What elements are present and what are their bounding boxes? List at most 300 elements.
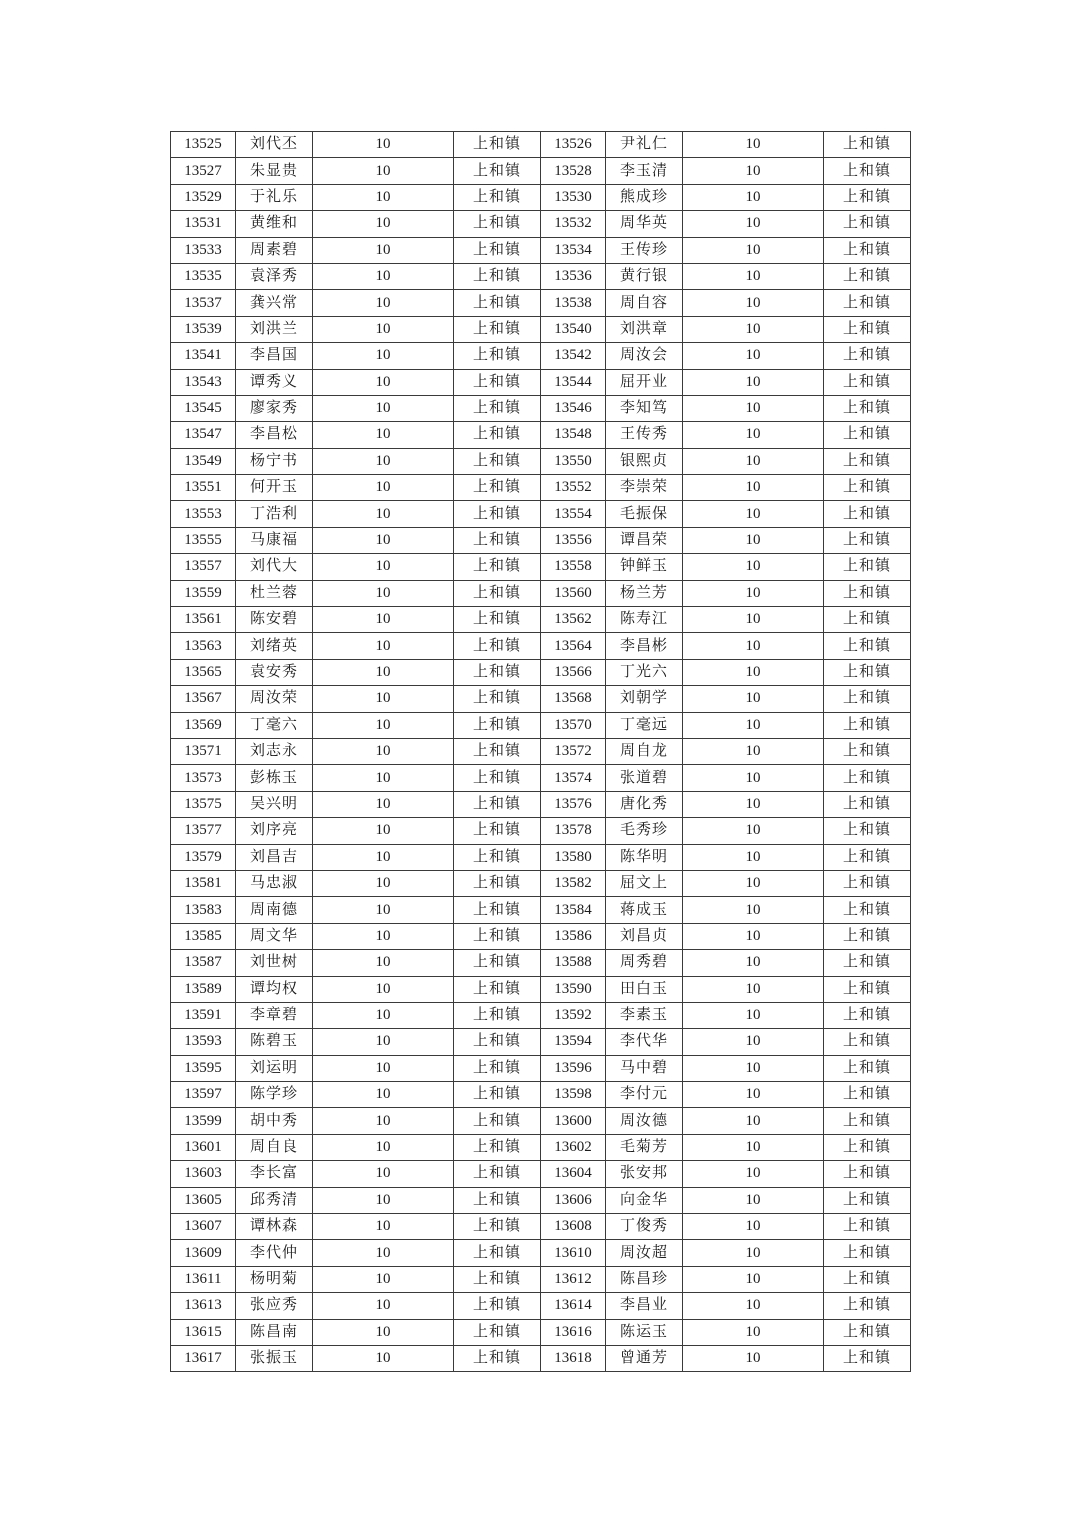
town-cell: 上和镇 [824, 712, 911, 738]
serial-cell: 13555 [171, 527, 236, 553]
name-cell: 银熙贞 [606, 448, 683, 474]
town-cell: 上和镇 [824, 765, 911, 791]
name-cell: 李素玉 [606, 1002, 683, 1028]
serial-cell: 13610 [541, 1240, 606, 1266]
serial-cell: 13563 [171, 633, 236, 659]
table-row [171, 343, 911, 369]
amount-cell: 10 [313, 369, 454, 395]
name-cell: 陈学珍 [236, 1082, 313, 1108]
serial-cell: 13616 [541, 1319, 606, 1345]
amount-cell: 10 [683, 580, 824, 606]
name-cell: 周汝超 [606, 1240, 683, 1266]
town-cell: 上和镇 [454, 607, 541, 633]
serial-cell: 13557 [171, 554, 236, 580]
name-cell: 李代仲 [236, 1240, 313, 1266]
amount-cell: 10 [683, 897, 824, 923]
amount-cell: 10 [313, 554, 454, 580]
amount-cell: 10 [313, 343, 454, 369]
town-cell: 上和镇 [824, 501, 911, 527]
serial-cell: 13532 [541, 211, 606, 237]
amount-cell: 10 [683, 1293, 824, 1319]
town-cell: 上和镇 [824, 1082, 911, 1108]
town-cell: 上和镇 [824, 818, 911, 844]
amount-cell: 10 [313, 1293, 454, 1319]
town-cell: 上和镇 [454, 1055, 541, 1081]
town-cell: 上和镇 [454, 1345, 541, 1371]
table-row [171, 395, 911, 421]
name-cell: 陈寿江 [606, 607, 683, 633]
serial-cell: 13533 [171, 237, 236, 263]
serial-cell: 13561 [171, 607, 236, 633]
serial-cell: 13583 [171, 897, 236, 923]
town-cell: 上和镇 [454, 844, 541, 870]
table-row [171, 950, 911, 976]
town-cell: 上和镇 [454, 950, 541, 976]
town-cell: 上和镇 [824, 554, 911, 580]
table-row [171, 211, 911, 237]
town-cell: 上和镇 [454, 897, 541, 923]
amount-cell: 10 [683, 1002, 824, 1028]
name-cell: 吴兴明 [236, 791, 313, 817]
amount-cell: 10 [683, 369, 824, 395]
town-cell: 上和镇 [824, 1002, 911, 1028]
amount-cell: 10 [313, 923, 454, 949]
town-cell: 上和镇 [824, 475, 911, 501]
town-cell: 上和镇 [824, 950, 911, 976]
amount-cell: 10 [313, 1055, 454, 1081]
amount-cell: 10 [313, 184, 454, 210]
table-row [171, 132, 911, 158]
table-row [171, 791, 911, 817]
name-cell: 刘序亮 [236, 818, 313, 844]
amount-cell: 10 [683, 1214, 824, 1240]
serial-cell: 13602 [541, 1134, 606, 1160]
serial-cell: 13548 [541, 422, 606, 448]
town-cell: 上和镇 [454, 1029, 541, 1055]
serial-cell: 13537 [171, 290, 236, 316]
table-row [171, 870, 911, 896]
serial-cell: 13587 [171, 950, 236, 976]
town-cell: 上和镇 [454, 1240, 541, 1266]
table-row [171, 1319, 911, 1345]
serial-cell: 13552 [541, 475, 606, 501]
table-row [171, 1082, 911, 1108]
name-cell: 张振玉 [236, 1345, 313, 1371]
name-cell: 刘运明 [236, 1055, 313, 1081]
name-cell: 周素碧 [236, 237, 313, 263]
table-row [171, 527, 911, 553]
table-row [171, 158, 911, 184]
amount-cell: 10 [683, 554, 824, 580]
town-cell: 上和镇 [454, 369, 541, 395]
serial-cell: 13527 [171, 158, 236, 184]
serial-cell: 13556 [541, 527, 606, 553]
table-row [171, 923, 911, 949]
town-cell: 上和镇 [824, 1029, 911, 1055]
town-cell: 上和镇 [454, 527, 541, 553]
name-cell: 尹礼仁 [606, 132, 683, 158]
table-row [171, 686, 911, 712]
amount-cell: 10 [313, 422, 454, 448]
name-cell: 熊成珍 [606, 184, 683, 210]
table-row [171, 738, 911, 764]
name-cell: 屈文上 [606, 870, 683, 896]
table-row [171, 448, 911, 474]
table-row [171, 897, 911, 923]
serial-cell: 13601 [171, 1134, 236, 1160]
name-cell: 谭均权 [236, 976, 313, 1002]
town-cell: 上和镇 [824, 633, 911, 659]
serial-cell: 13553 [171, 501, 236, 527]
serial-cell: 13576 [541, 791, 606, 817]
name-cell: 周南德 [236, 897, 313, 923]
amount-cell: 10 [313, 1345, 454, 1371]
amount-cell: 10 [313, 738, 454, 764]
name-cell: 刘代大 [236, 554, 313, 580]
town-cell: 上和镇 [824, 132, 911, 158]
name-cell: 陈安碧 [236, 607, 313, 633]
table-row [171, 633, 911, 659]
serial-cell: 13615 [171, 1319, 236, 1345]
table-row [171, 1002, 911, 1028]
amount-cell: 10 [313, 1002, 454, 1028]
serial-cell: 13550 [541, 448, 606, 474]
table-row [171, 184, 911, 210]
serial-cell: 13562 [541, 607, 606, 633]
town-cell: 上和镇 [824, 1319, 911, 1345]
town-cell: 上和镇 [824, 607, 911, 633]
serial-cell: 13581 [171, 870, 236, 896]
name-cell: 李崇荣 [606, 475, 683, 501]
name-cell: 刘代丕 [236, 132, 313, 158]
serial-cell: 13590 [541, 976, 606, 1002]
amount-cell: 10 [683, 422, 824, 448]
town-cell: 上和镇 [454, 237, 541, 263]
serial-cell: 13585 [171, 923, 236, 949]
name-cell: 李知笃 [606, 395, 683, 421]
town-cell: 上和镇 [824, 738, 911, 764]
name-cell: 刘洪章 [606, 316, 683, 342]
amount-cell: 10 [683, 791, 824, 817]
serial-cell: 13582 [541, 870, 606, 896]
serial-cell: 13575 [171, 791, 236, 817]
town-cell: 上和镇 [824, 844, 911, 870]
name-cell: 马康福 [236, 527, 313, 553]
table-row [171, 818, 911, 844]
serial-cell: 13604 [541, 1161, 606, 1187]
town-cell: 上和镇 [454, 316, 541, 342]
name-cell: 周秀碧 [606, 950, 683, 976]
serial-cell: 13574 [541, 765, 606, 791]
serial-cell: 13593 [171, 1029, 236, 1055]
table-row [171, 976, 911, 1002]
town-cell: 上和镇 [824, 791, 911, 817]
town-cell: 上和镇 [454, 1319, 541, 1345]
town-cell: 上和镇 [824, 1055, 911, 1081]
table-row [171, 659, 911, 685]
town-cell: 上和镇 [454, 1293, 541, 1319]
serial-cell: 13577 [171, 818, 236, 844]
table-row [171, 316, 911, 342]
table-row [171, 1187, 911, 1213]
amount-cell: 10 [683, 263, 824, 289]
serial-cell: 13591 [171, 1002, 236, 1028]
serial-cell: 13614 [541, 1293, 606, 1319]
table-row [171, 475, 911, 501]
amount-cell: 10 [683, 923, 824, 949]
name-cell: 刘昌吉 [236, 844, 313, 870]
town-cell: 上和镇 [454, 184, 541, 210]
serial-cell: 13528 [541, 158, 606, 184]
table-row [171, 501, 911, 527]
name-cell: 刘世树 [236, 950, 313, 976]
amount-cell: 10 [313, 475, 454, 501]
table-row [171, 290, 911, 316]
town-cell: 上和镇 [824, 1345, 911, 1371]
table-row [171, 554, 911, 580]
town-cell: 上和镇 [824, 870, 911, 896]
amount-cell: 10 [683, 448, 824, 474]
serial-cell: 13549 [171, 448, 236, 474]
name-cell: 李付元 [606, 1082, 683, 1108]
table-row [171, 237, 911, 263]
serial-cell: 13551 [171, 475, 236, 501]
serial-cell: 13559 [171, 580, 236, 606]
name-cell: 丁光六 [606, 659, 683, 685]
amount-cell: 10 [313, 501, 454, 527]
amount-cell: 10 [683, 712, 824, 738]
name-cell: 刘昌贞 [606, 923, 683, 949]
table-row [171, 1108, 911, 1134]
serial-cell: 13608 [541, 1214, 606, 1240]
town-cell: 上和镇 [454, 738, 541, 764]
amount-cell: 10 [683, 395, 824, 421]
serial-cell: 13573 [171, 765, 236, 791]
serial-cell: 13566 [541, 659, 606, 685]
table-row [171, 1055, 911, 1081]
name-cell: 于礼乐 [236, 184, 313, 210]
name-cell: 李代华 [606, 1029, 683, 1055]
serial-cell: 13525 [171, 132, 236, 158]
name-cell: 丁毫远 [606, 712, 683, 738]
serial-cell: 13579 [171, 844, 236, 870]
serial-cell: 13607 [171, 1214, 236, 1240]
amount-cell: 10 [683, 501, 824, 527]
name-cell: 向金华 [606, 1187, 683, 1213]
name-cell: 周自良 [236, 1134, 313, 1160]
town-cell: 上和镇 [824, 1108, 911, 1134]
serial-cell: 13589 [171, 976, 236, 1002]
table-row [171, 422, 911, 448]
name-cell: 廖家秀 [236, 395, 313, 421]
name-cell: 王传珍 [606, 237, 683, 263]
serial-cell: 13569 [171, 712, 236, 738]
amount-cell: 10 [683, 659, 824, 685]
name-cell: 屈开业 [606, 369, 683, 395]
name-cell: 陈运玉 [606, 1319, 683, 1345]
town-cell: 上和镇 [454, 1161, 541, 1187]
serial-cell: 13606 [541, 1187, 606, 1213]
amount-cell: 10 [313, 1108, 454, 1134]
table-row [171, 712, 911, 738]
amount-cell: 10 [683, 686, 824, 712]
name-cell: 钟鲜玉 [606, 554, 683, 580]
serial-cell: 13547 [171, 422, 236, 448]
town-cell: 上和镇 [824, 263, 911, 289]
amount-cell: 10 [683, 976, 824, 1002]
table-row [171, 263, 911, 289]
name-cell: 毛振保 [606, 501, 683, 527]
serial-cell: 13592 [541, 1002, 606, 1028]
amount-cell: 10 [313, 844, 454, 870]
amount-cell: 10 [313, 395, 454, 421]
name-cell: 周汝会 [606, 343, 683, 369]
town-cell: 上和镇 [454, 1187, 541, 1213]
serial-cell: 13535 [171, 263, 236, 289]
town-cell: 上和镇 [824, 343, 911, 369]
town-cell: 上和镇 [824, 237, 911, 263]
serial-cell: 13529 [171, 184, 236, 210]
amount-cell: 10 [313, 686, 454, 712]
name-cell: 黄维和 [236, 211, 313, 237]
serial-cell: 13609 [171, 1240, 236, 1266]
name-cell: 何开玉 [236, 475, 313, 501]
amount-cell: 10 [313, 448, 454, 474]
name-cell: 李长富 [236, 1161, 313, 1187]
serial-cell: 13594 [541, 1029, 606, 1055]
table-row [171, 1214, 911, 1240]
amount-cell: 10 [313, 950, 454, 976]
serial-cell: 13611 [171, 1266, 236, 1292]
serial-cell: 13564 [541, 633, 606, 659]
amount-cell: 10 [313, 1240, 454, 1266]
serial-cell: 13588 [541, 950, 606, 976]
table-row [171, 1134, 911, 1160]
name-cell: 马忠淑 [236, 870, 313, 896]
town-cell: 上和镇 [454, 659, 541, 685]
name-cell: 周汝德 [606, 1108, 683, 1134]
name-cell: 龚兴常 [236, 290, 313, 316]
town-cell: 上和镇 [824, 211, 911, 237]
amount-cell: 10 [683, 1055, 824, 1081]
serial-cell: 13578 [541, 818, 606, 844]
amount-cell: 10 [683, 1108, 824, 1134]
town-cell: 上和镇 [454, 976, 541, 1002]
amount-cell: 10 [313, 976, 454, 1002]
town-cell: 上和镇 [454, 263, 541, 289]
serial-cell: 13595 [171, 1055, 236, 1081]
serial-cell: 13570 [541, 712, 606, 738]
name-cell: 周华英 [606, 211, 683, 237]
town-cell: 上和镇 [824, 1187, 911, 1213]
serial-cell: 13554 [541, 501, 606, 527]
name-cell: 李章碧 [236, 1002, 313, 1028]
table-row [171, 607, 911, 633]
amount-cell: 10 [313, 316, 454, 342]
serial-cell: 13560 [541, 580, 606, 606]
serial-cell: 13526 [541, 132, 606, 158]
amount-cell: 10 [313, 818, 454, 844]
town-cell: 上和镇 [454, 1134, 541, 1160]
town-cell: 上和镇 [454, 475, 541, 501]
serial-cell: 13538 [541, 290, 606, 316]
town-cell: 上和镇 [454, 290, 541, 316]
name-cell: 陈华明 [606, 844, 683, 870]
town-cell: 上和镇 [824, 395, 911, 421]
amount-cell: 10 [683, 343, 824, 369]
town-cell: 上和镇 [454, 1002, 541, 1028]
name-cell: 毛菊芳 [606, 1134, 683, 1160]
amount-cell: 10 [313, 765, 454, 791]
town-cell: 上和镇 [454, 1214, 541, 1240]
amount-cell: 10 [313, 290, 454, 316]
serial-cell: 13531 [171, 211, 236, 237]
amount-cell: 10 [313, 791, 454, 817]
roster-table [170, 131, 911, 1372]
town-cell: 上和镇 [454, 1266, 541, 1292]
serial-cell: 13572 [541, 738, 606, 764]
name-cell: 蒋成玉 [606, 897, 683, 923]
amount-cell: 10 [683, 607, 824, 633]
name-cell: 丁毫六 [236, 712, 313, 738]
serial-cell: 13571 [171, 738, 236, 764]
table-row [171, 1161, 911, 1187]
amount-cell: 10 [683, 633, 824, 659]
name-cell: 王传秀 [606, 422, 683, 448]
table-row [171, 369, 911, 395]
town-cell: 上和镇 [824, 897, 911, 923]
name-cell: 周自容 [606, 290, 683, 316]
town-cell: 上和镇 [454, 765, 541, 791]
serial-cell: 13596 [541, 1055, 606, 1081]
name-cell: 朱显贵 [236, 158, 313, 184]
town-cell: 上和镇 [824, 1293, 911, 1319]
table-row [171, 1266, 911, 1292]
serial-cell: 13543 [171, 369, 236, 395]
name-cell: 马中碧 [606, 1055, 683, 1081]
amount-cell: 10 [683, 527, 824, 553]
amount-cell: 10 [683, 1029, 824, 1055]
serial-cell: 13617 [171, 1345, 236, 1371]
serial-cell: 13565 [171, 659, 236, 685]
amount-cell: 10 [313, 263, 454, 289]
table-row [171, 765, 911, 791]
name-cell: 张应秀 [236, 1293, 313, 1319]
town-cell: 上和镇 [824, 290, 911, 316]
town-cell: 上和镇 [824, 976, 911, 1002]
amount-cell: 10 [683, 316, 824, 342]
amount-cell: 10 [683, 211, 824, 237]
amount-cell: 10 [683, 1187, 824, 1213]
amount-cell: 10 [683, 1134, 824, 1160]
name-cell: 陈碧玉 [236, 1029, 313, 1055]
name-cell: 谭昌荣 [606, 527, 683, 553]
amount-cell: 10 [683, 765, 824, 791]
table-row [171, 580, 911, 606]
town-cell: 上和镇 [454, 818, 541, 844]
name-cell: 邱秀清 [236, 1187, 313, 1213]
name-cell: 唐化秀 [606, 791, 683, 817]
amount-cell: 10 [313, 870, 454, 896]
serial-cell: 13540 [541, 316, 606, 342]
name-cell: 袁安秀 [236, 659, 313, 685]
town-cell: 上和镇 [454, 870, 541, 896]
serial-cell: 13541 [171, 343, 236, 369]
town-cell: 上和镇 [824, 158, 911, 184]
amount-cell: 10 [313, 897, 454, 923]
serial-cell: 13539 [171, 316, 236, 342]
name-cell: 李昌松 [236, 422, 313, 448]
